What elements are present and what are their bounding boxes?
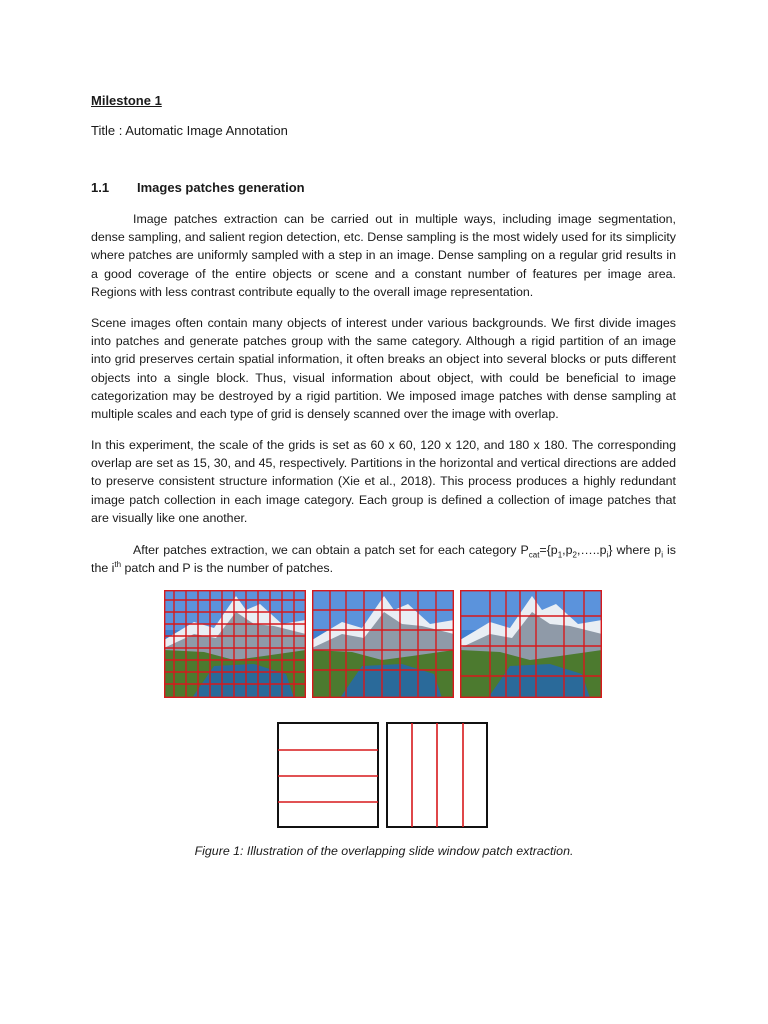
milestone-heading: Milestone 1 xyxy=(91,93,162,108)
subscript-2: 2 xyxy=(572,550,577,560)
paragraph-4 xyxy=(91,541,676,577)
superscript-th: th xyxy=(114,560,122,570)
mountain-photo-grid-large xyxy=(460,590,602,698)
subscript-1: 1 xyxy=(557,550,563,560)
section-number: 1.1 xyxy=(91,180,110,195)
paragraph-3: In this experiment, the scale of the grids is set as 60 x 60, 120 x 120, and 180 x 180. The corresponding overlap are set as 15, 30, and 45, respectively. Partitions in the horizontal and vertical directions are added to preserve consistent structure information (Xie et al., 2018). This process produces a highly redundant image patch collection in each image category. Each group is defined a collection of image patches that are visually like one another. xyxy=(91,438,676,525)
p4-text: ,…..p xyxy=(576,543,607,557)
subscript-cat: cat xyxy=(528,550,540,560)
horizontal-partition-diagram xyxy=(277,722,379,833)
subscript-i: i xyxy=(661,550,663,560)
document-title: Title : Automatic Image Annotation xyxy=(91,123,288,138)
paragraph-2: Scene images often contain many objects of interest under various backgrounds. We first divide images into patches and generate patches group with the same category. Although a rigid partition of an image into grid preserves certain spatial information, it often breaks an object into several blocks or puts different objects into a single block. Thus, visual information about object, with could be beneficial to image categorization may be destroyed by a rigid partition. We imposed image patches with dense sampling at multiple scales and each type of grid is densely scanned over the image with overlap. xyxy=(91,316,676,422)
p4-text: ,p xyxy=(562,543,573,557)
subscript-i: i xyxy=(606,550,609,560)
figure-caption: Figure 1: Illustration of the overlapping slide window patch extraction. xyxy=(194,844,574,858)
mountain-photo-grid-medium xyxy=(312,590,454,698)
section-title: Images patches generation xyxy=(137,180,305,195)
p4-text: patch and P is the number of patches. xyxy=(121,561,334,576)
vertical-partition-diagram xyxy=(386,722,488,833)
p4-text: ={p xyxy=(539,543,558,557)
p4-text: After patches extraction, we can obtain a patch set for each category P xyxy=(133,543,529,557)
p4-text: } where p xyxy=(608,543,662,557)
section-heading xyxy=(91,180,305,195)
mountain-photo-grid-small xyxy=(164,590,306,698)
p4-text: is the i xyxy=(91,543,676,576)
paragraph-1: Image patches extraction can be carried out in multiple ways, including image segmentation, dense sampling, and salient region detection, etc. Dense sampling is the most widely used for its simplicity where patches are uniformly sampled with a step in an image. Dense sampling on a regular grid results in a good coverage of the entire objects or scene and a constant number of features per image area. Regions with less contrast contribute equally to the overall image representation. xyxy=(91,212,676,299)
